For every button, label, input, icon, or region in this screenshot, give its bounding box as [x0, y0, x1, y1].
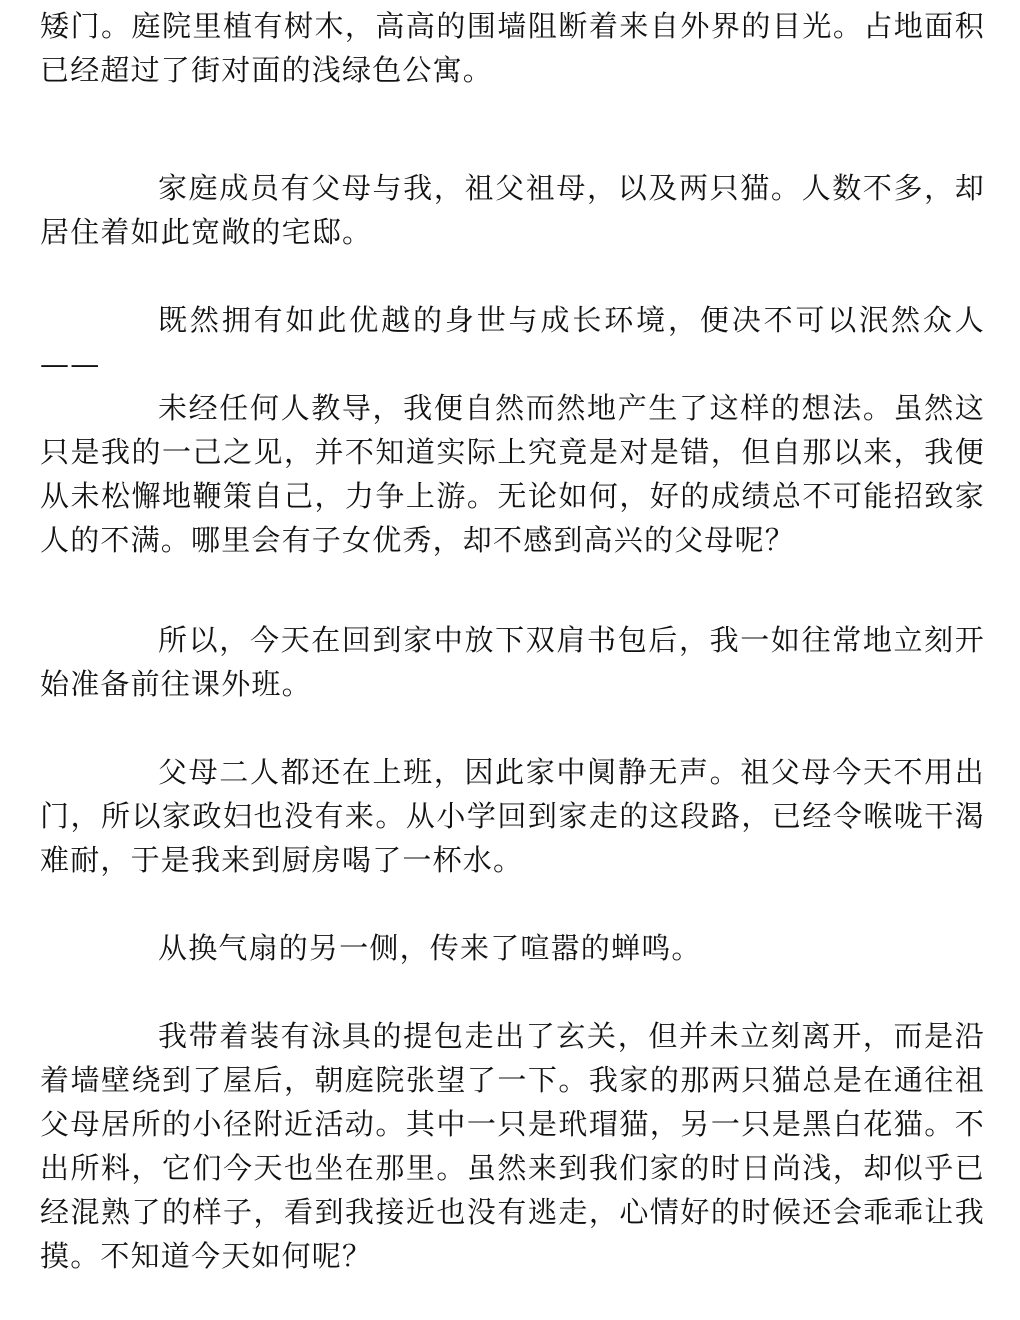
paragraph-7: 从换气扇的另一侧，传来了喧嚣的蝉鸣。: [158, 931, 702, 965]
paragraph-6: 父母二人都还在上班，因此家中阒静无声。祖父母今天不用出门，所以家政妇也没有来。从小学回到家走的这段路，已经令喉咙干渴难耐，于是我来到厨房喝了一杯水。: [40, 755, 985, 877]
paragraph-3: 既然拥有如此优越的身世与成长环境，便决不可以泯然众人——: [40, 303, 985, 381]
paragraph-8: 我带着装有泳具的提包走出了玄关，但并未立刻离开，而是沿着墙壁绕到了屋后，朝庭院张望了一下。我家的那两只猫总是在通往祖父母居所的小径附近活动。其中一只是玳瑁猫，另一只是黑白花猫。不出所料，它们今天也坐在那里。虽然来到我们家的时日尚浅，却似乎已经混熟了的样子，看到我接近也没有逃走，心情好的时候还会乖乖让我摸。不知道今天如何呢？: [40, 1019, 985, 1273]
paragraph-5: 所以，今天在回到家中放下双肩书包后，我一如往常地立刻开始准备前往课外班。: [40, 623, 985, 701]
paragraph-2: 家庭成员有父母与我，祖父祖母，以及两只猫。人数不多，却居住着如此宽敞的宅邸。: [40, 171, 985, 249]
paragraph-4: 未经任何人教导，我便自然而然地产生了这样的想法。虽然这只是我的一己之见，并不知道实际上究竟是对是错，但自那以来，我便从未松懈地鞭策自己，力争上游。无论如何，好的成绩总不可能招致家人的不满。哪里会有子女优秀，却不感到高兴的父母呢？: [40, 391, 985, 557]
paragraph-1: 矮门。庭院里植有树木，高高的围墙阻断着来自外界的目光。占地面积已经超过了街对面的浅绿色公寓。: [40, 9, 985, 87]
